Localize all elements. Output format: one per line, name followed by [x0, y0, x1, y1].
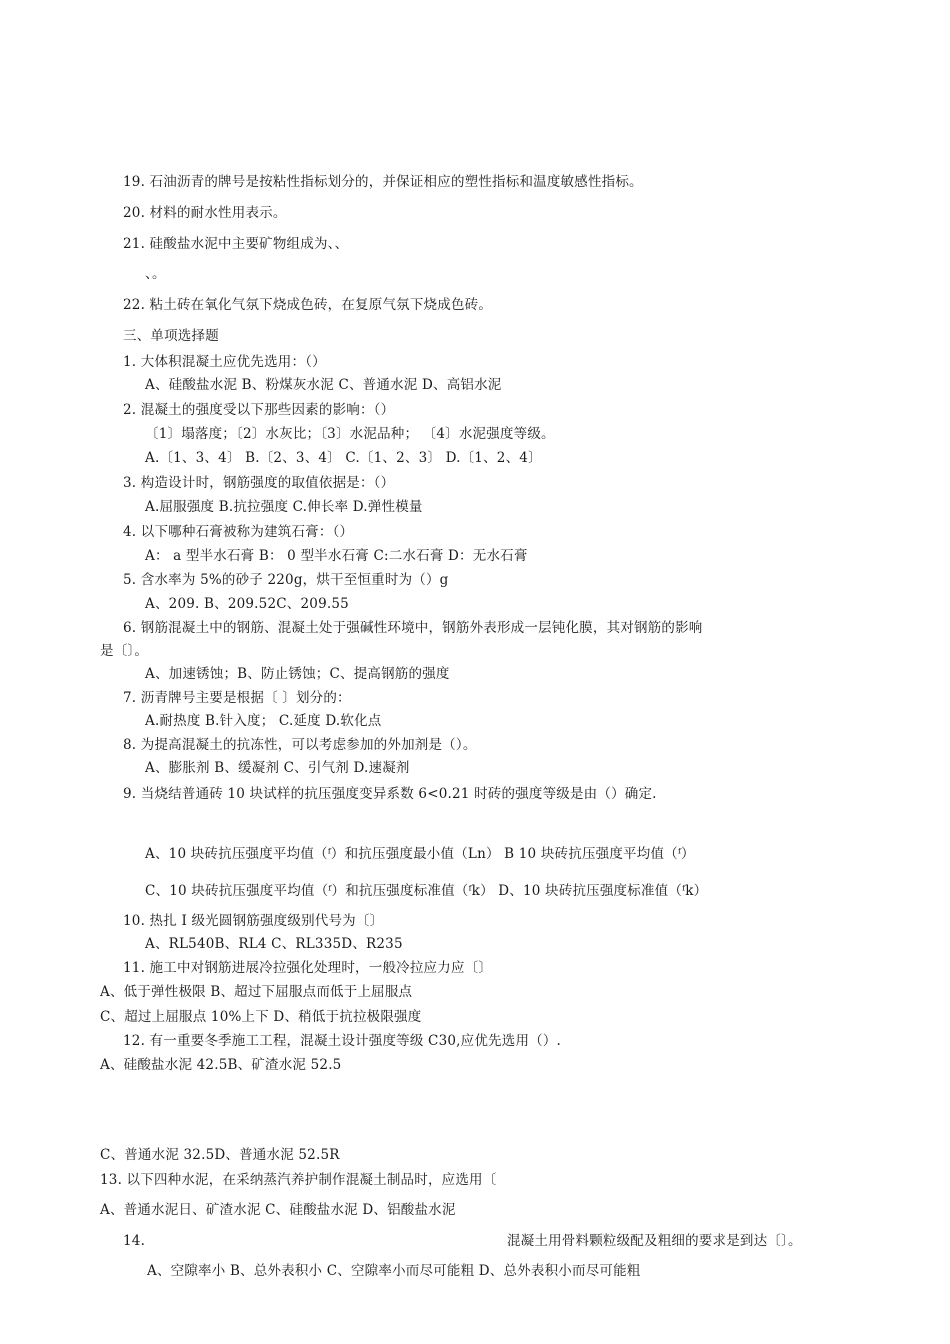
mc-factors-2: 〔1〕塌落度；〔2〕水灰比；〔3〕水泥品种； 〔4〕水泥强度等级。: [145, 426, 555, 442]
question-21: 21. 硅酸盐水泥中主要矿物组成为、、: [123, 236, 349, 252]
mc-question-10: 10. 热扎 I 级光圆钢筋强度级别代号为〔〕: [123, 913, 384, 929]
mc-options-12a: A、硅酸盐水泥 42.5B、矿渣水泥 52.5: [100, 1057, 342, 1073]
question-21-continued: 、。: [145, 266, 166, 282]
mc-options-2: A.〔1、3、4〕 B.〔2、3、4〕 C.〔1、2、3〕 D.〔1、2、4〕: [145, 450, 542, 466]
mc-options-6: A、加速锈蚀；B、防止锈蚀；C、提高钢筋的强度: [145, 666, 450, 682]
mc-options-11b: C、超过上屈服点 10%上下 D、稍低于抗拉极限强度: [100, 1009, 422, 1025]
mc-question-6: 6. 钢筋混凝土中的钢筋、混凝土处于强碱性环境中，钢筋外表形成一层钝化膜，其对钢筋的影响: [123, 620, 703, 636]
mc-question-11: 11. 施工中对钢筋进展冷拉强化处理时，一般冷拉应力应〔〕: [123, 960, 493, 976]
mc-options-7: A.耐热度 B.针入度； C.延度 D.软化点: [145, 713, 382, 729]
mc-question-4: 4. 以下哪种石膏被称为建筑石膏：（）: [123, 524, 354, 540]
mc-question-2: 2. 混凝土的强度受以下那些因素的影响：（）: [123, 402, 395, 418]
mc-options-14: A、空隙率小 B、总外表积小 C、空隙率小而尽可能粗 D、总外表积小而尽可能粗: [147, 1263, 641, 1279]
mc-question-9: 9. 当烧结普通砖 10 块试样的抗压强度变异系数 6<0.21 时砖的强度等级是由（）确定.: [123, 786, 657, 802]
question-22: 22. 粘土砖在氧化气氛下烧成色砖，在复原气氛下烧成色砖。: [123, 297, 493, 313]
mc-question-7: 7. 沥青牌号主要是根据〔 〕划分的：: [123, 690, 351, 706]
mc-options-11a: A、低于弹性极限 B、超过下屈服点而低于上屈服点: [100, 984, 413, 1000]
mc-options-5: A、209. B、209.52C、209.55: [145, 596, 349, 612]
mc-question-6-continued: 是〔〕。: [100, 643, 149, 659]
mc-question-5: 5. 含水率为 5%的砂子 220g，烘干至恒重时为（）g: [123, 572, 449, 588]
mc-question-12: 12. 有一重要冬季施工工程，混凝土设计强度等级 C30,应优先选用（）.: [123, 1033, 562, 1049]
mc-options-9a: A、10 块砖抗压强度平均值（ᶠ）和抗压强度最小值（Ln） B 10 块砖抗压强度平均值（ᶠ）: [145, 846, 695, 862]
mc-options-10: A、RL540B、RL4 C、RL335D、R235: [145, 936, 403, 952]
mc-question-3: 3. 构造设计时，钢筋强度的取值依据是：（）: [123, 475, 395, 491]
mc-options-13: A、普通水泥日、矿渣水泥 C、硅酸盐水泥 D、铝酸盐水泥: [100, 1202, 456, 1218]
mc-options-4: A： a 型半水石膏 B： 0 型半水石膏 C:二水石膏 D：无水石膏: [145, 548, 528, 564]
question-20: 20. 材料的耐水性用表示。: [123, 205, 287, 221]
mc-question-14-number: 14.: [123, 1233, 146, 1249]
question-19: 19. 石油沥青的牌号是按粘性指标划分的，并保证相应的塑性指标和温度敏感性指标。: [123, 174, 643, 190]
mc-question-1: 1. 大体积混凝土应优先选用：（）: [123, 354, 326, 370]
mc-options-9b: C、10 块砖抗压强度平均值（ᶠ）和抗压强度标准值（ᶠk） D、10 块砖抗压强度标准值（ᶠk）: [145, 883, 708, 899]
mc-question-8: 8. 为提高混凝土的抗冻性，可以考虑参加的外加剂是（）。: [123, 737, 477, 753]
mc-options-3: A.屈服强度 B.抗拉强度 C.伸长率 D.弹性模量: [145, 499, 423, 515]
mc-question-13: 13. 以下四种水泥，在采纳蒸汽养护制作混凝土制品时，应选用〔: [100, 1172, 497, 1188]
mc-question-14: 混凝土用骨料颗粒级配及粗细的要求是到达〔〕。: [507, 1233, 802, 1249]
section-heading: 三、单项选择题: [123, 328, 219, 344]
mc-options-1: A、硅酸盐水泥 B、粉煤灰水泥 C、普通水泥 D、高铝水泥: [145, 377, 502, 393]
mc-options-12b: C、普通水泥 32.5D、普通水泥 52.5R: [100, 1147, 340, 1163]
mc-options-8: A、膨胀剂 B、缓凝剂 C、引气剂 D.速凝剂: [145, 760, 410, 776]
